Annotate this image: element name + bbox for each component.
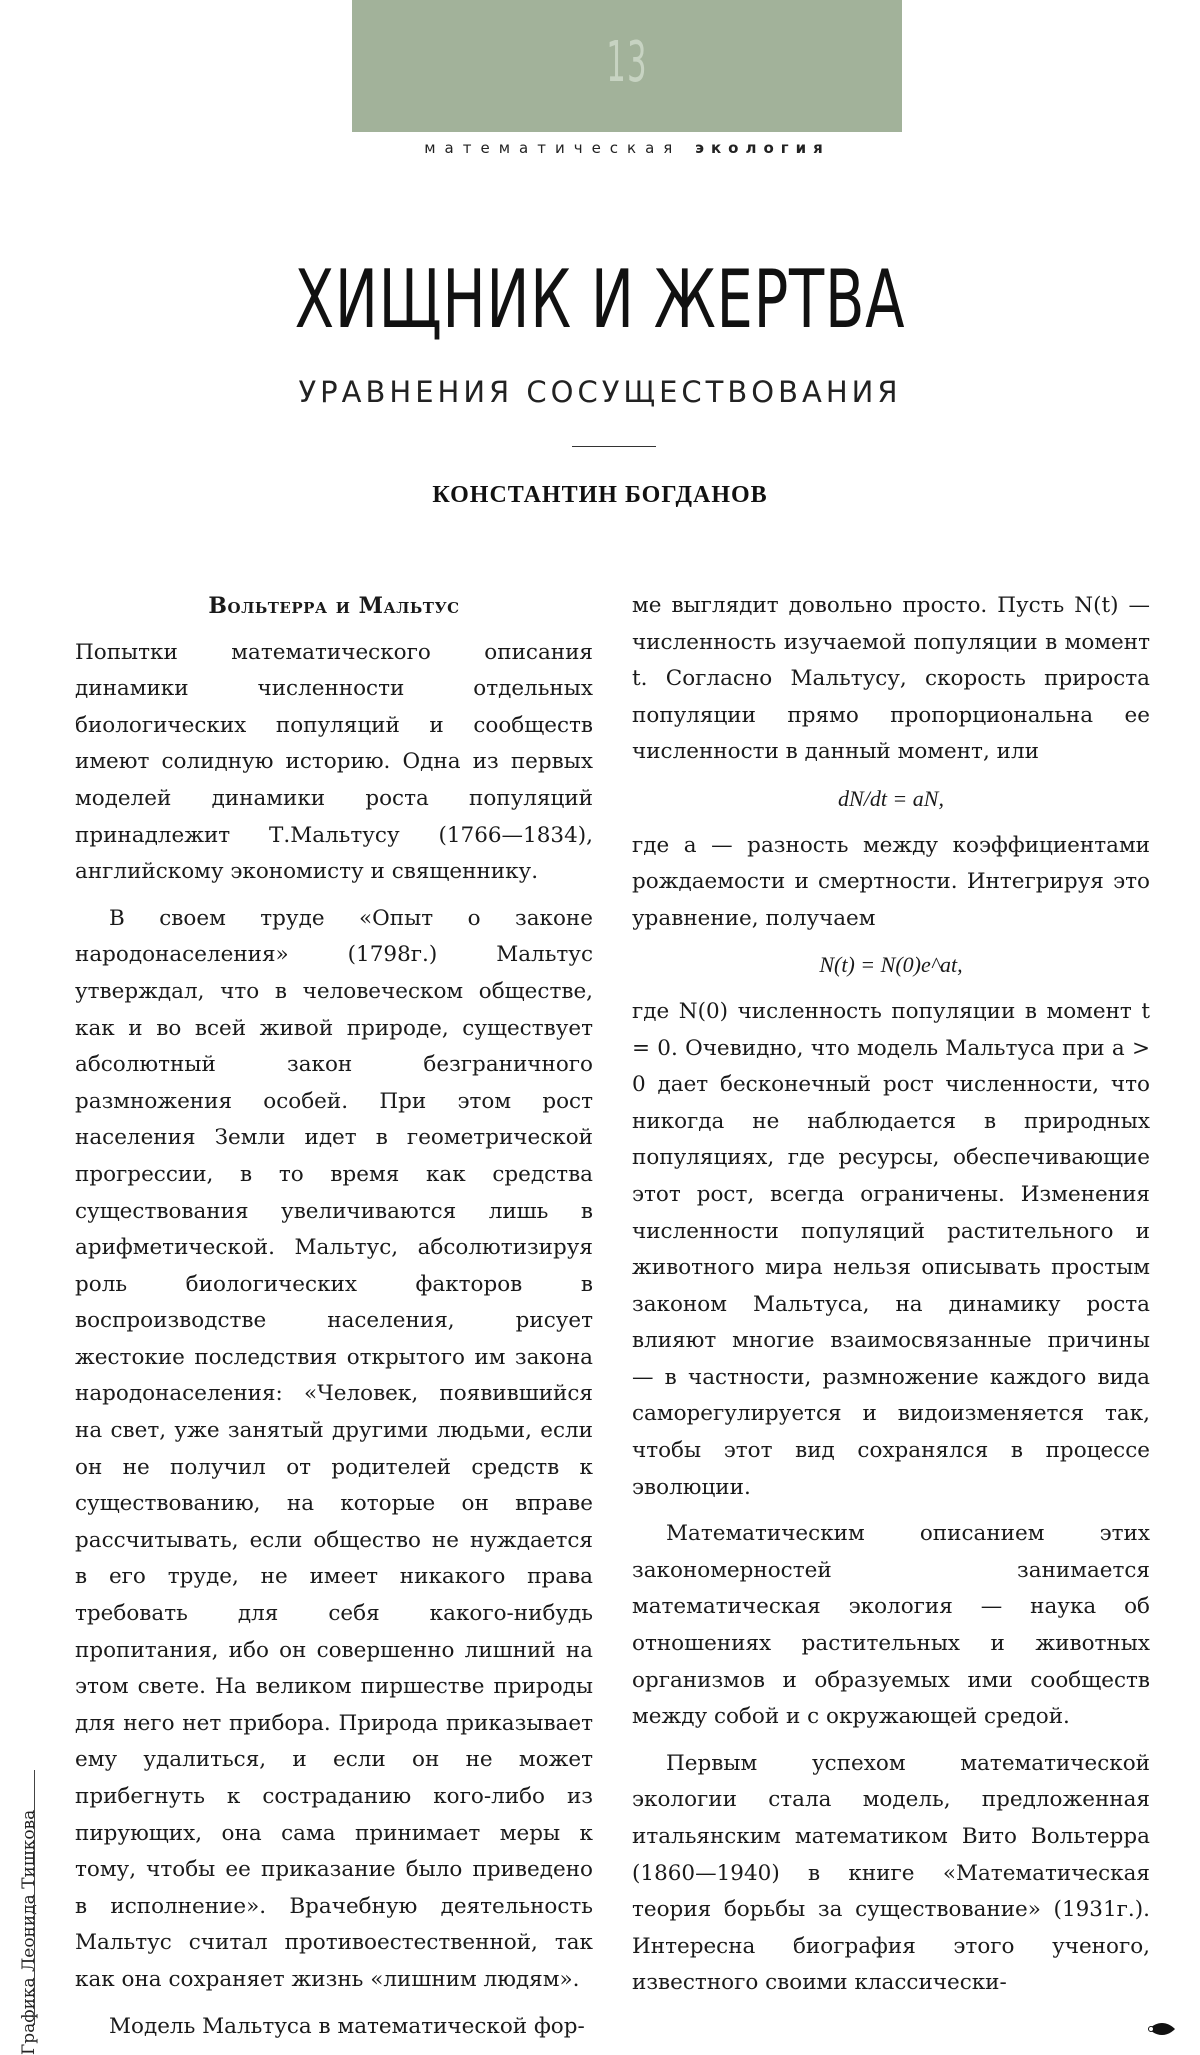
rubric-bold: экология — [695, 139, 830, 157]
paragraph: где a — разность между коэффициентами рождаемости и смертности. Интегрируя это уравнение, получаем — [632, 832, 1150, 931]
title-divider — [572, 446, 656, 447]
section-heading: Вольтерра и Мальтус — [208, 593, 460, 619]
rubric-light: математическая — [424, 139, 682, 157]
paragraph: Модель Мальтуса в математической фор- — [109, 2013, 585, 2039]
article-subtitle: УРАВНЕНИЯ СОСУЩЕСТВОВАНИЯ — [298, 375, 902, 409]
paragraph: где N(0) численность популяции в момент t = 0. Очевидно, что модель Мальтуса при a > 0 дает бесконечный рост численности, что никогда не наблюдается в природных популяциях, где ресурсы, обеспечивающие этот рост, всегда ограничены. Изменения численности популяций растительного и животного мира нельзя описывать простым законом Мальтуса, на динамику роста влияют многие взаимосвязанные причины — в частности, размножение каждого вида саморегулируется и видоизменяется так, чтобы этот вид сохранялся в процессе эволюции. — [632, 998, 1150, 1500]
formula: N(t) = N(0)e^at, — [819, 952, 963, 978]
article-author: КОНСТАНТИН БОГДАНОВ — [432, 482, 768, 508]
illustration-credit — [4, 1760, 39, 2055]
article-title: ХИЩНИК И ЖЕРТВА — [294, 253, 906, 346]
paragraph: Математическим описанием этих закономерностей занимается математическая экология — наука об отношениях растительных и животных организмов и образуемых ими сообществ между собой и с окружающей средой. — [632, 1521, 1150, 1730]
page-number: 13 — [606, 30, 648, 95]
right-column — [632, 588, 1150, 2012]
paragraph: В своем труде «Опыт о законе народонаселения» (1798г.) Мальтус утверждал, что в человеческом обществе, как и во всей живой природе, существует абсолютный закон безграничного размножения особей. При этом рост населения Земли идет в геометрической прогрессии, в то время как средства существования увеличиваются лишь в арифметической. Мальтус, абсолютизируя роль биологических факторов в воспроизводстве населения, рисует жестокие последствия открытого им закона народонаселения: «Человек, появившийся на свет, уже занятый другими людьми, если он не получил от родителей средств к существованию, на которые он вправе рассчитывать, если общество не нуждается в его труде, не имеет никакого права требовать для себя какого-нибудь пропитания, ибо он совершенно лишний на этом свете. На великом пиршестве природы для него нет прибора. Природа приказывает ему удалиться, и если он не может прибегнуть к состраданию кого-либо из пирующих, она сама принимает меры к тому, чтобы ее приказание было приведено в исполнение». Врачебную деятельность Мальтус считал противоестественной, так как она сохраняет жизнь «лишним людям». — [75, 905, 593, 1992]
paragraph: Попытки математического описания динамики численности отдельных биологических популяций и сообществ имеют солидную историю. Одна из первых моделей динамики роста популяций принадлежит Т.Мальтусу (1766—1834), английскому экономисту и священнику. — [75, 639, 593, 885]
credit-text: Графика Леонида Тишкова — [19, 1809, 39, 2055]
continue-arrow-icon — [1147, 2018, 1177, 2040]
credit-rule — [34, 1770, 35, 2025]
paragraph: ме выглядит довольно просто. Пусть N(t) — численность изучаемой популяции в момент t. Согласно Мальтусу, скорость прироста популяции прямо пропорциональна ее численности в данный момент, или — [632, 593, 1150, 765]
formula: dN/dt = aN, — [838, 785, 944, 811]
paragraph: Первым успехом математической экологии стала модель, предложенная итальянским математиком Вито Вольтерра (1860—1940) в книге «Математическая теория борьбы за существование» (1931г.). Интересна биография этого ученого, известного своими классически- — [632, 1750, 1150, 1996]
section-rubric — [352, 139, 902, 157]
left-column — [75, 588, 593, 2055]
header-color-block — [352, 0, 902, 132]
